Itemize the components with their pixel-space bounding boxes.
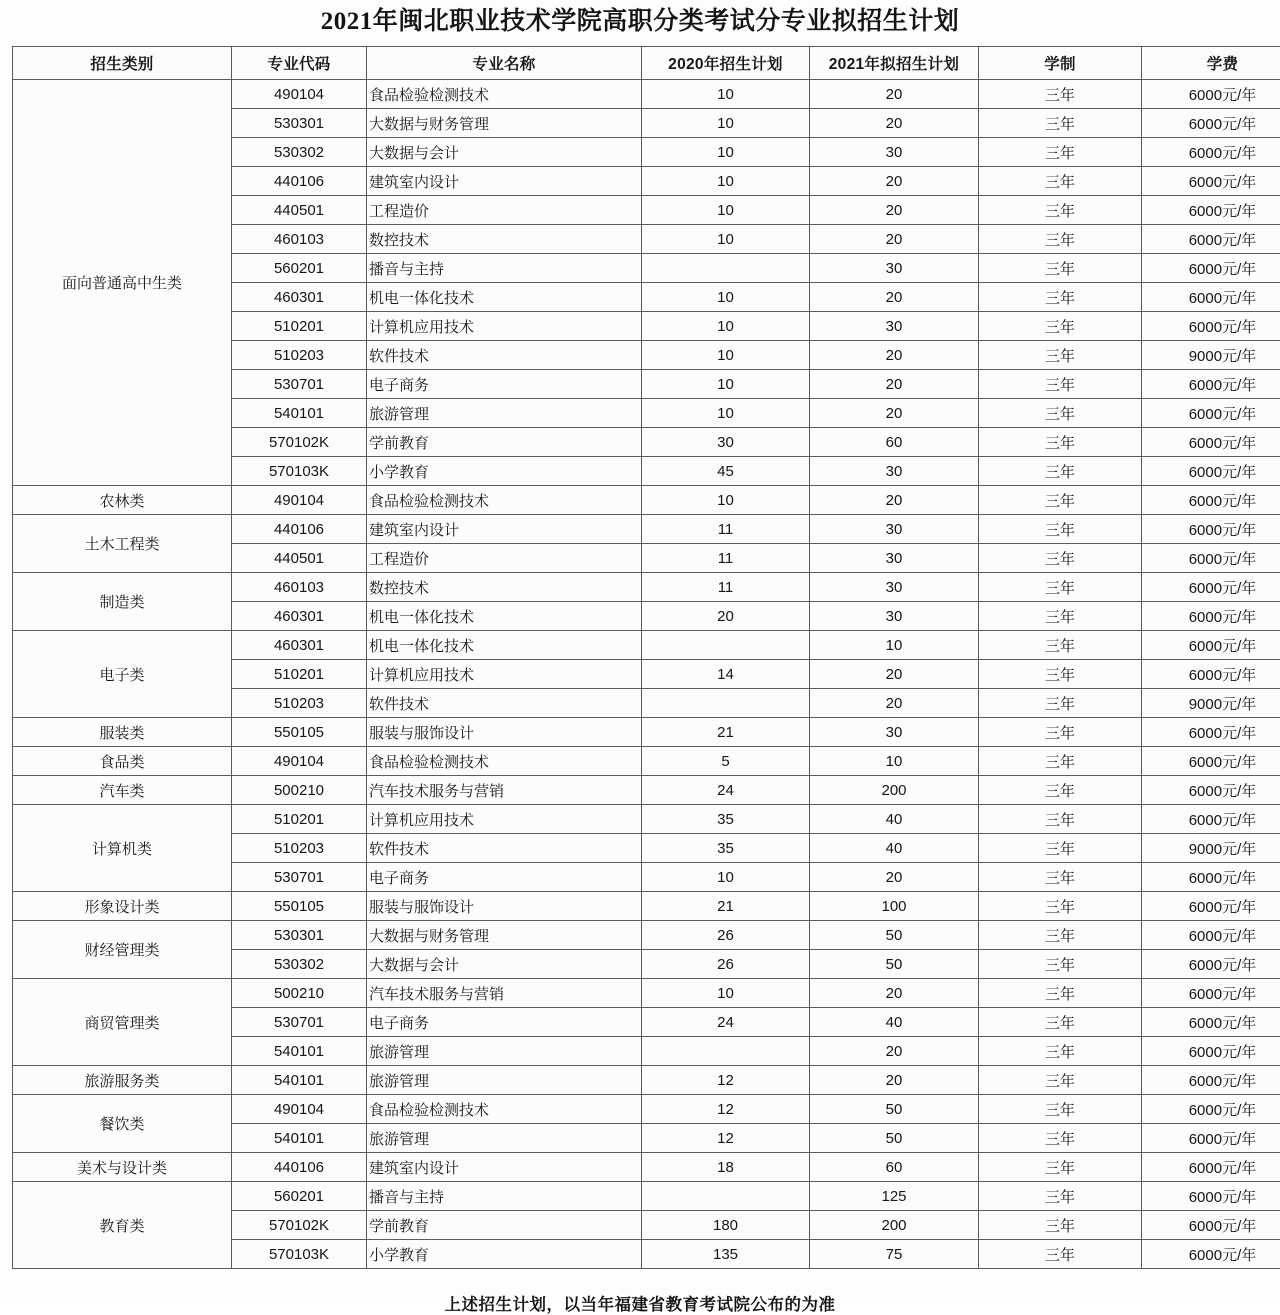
- duration-cell: 三年: [979, 573, 1142, 602]
- plan-2021-cell: 40: [810, 805, 979, 834]
- plan-2021-cell: 20: [810, 196, 979, 225]
- duration-cell: 三年: [979, 950, 1142, 979]
- category-cell: 汽车类: [13, 776, 232, 805]
- tuition-cell: 6000元/年: [1142, 428, 1280, 457]
- category-cell: 财经管理类: [13, 921, 232, 979]
- table-row: [13, 631, 1280, 660]
- tuition-cell: 6000元/年: [1142, 1095, 1280, 1124]
- duration-cell: 三年: [979, 1211, 1142, 1240]
- major-name-cell: 电子商务: [367, 370, 642, 399]
- plan-2020-cell: [642, 1182, 810, 1211]
- major-code-cell: 540101: [232, 1066, 367, 1095]
- plan-2021-cell: 20: [810, 109, 979, 138]
- table-header-row: [13, 47, 1280, 80]
- major-name-cell: 建筑室内设计: [367, 1153, 642, 1182]
- major-code-cell: 540101: [232, 1124, 367, 1153]
- table-row: [13, 1066, 1280, 1095]
- table-row: [13, 776, 1280, 805]
- major-name-cell: 软件技术: [367, 689, 642, 718]
- major-name-cell: 播音与主持: [367, 254, 642, 283]
- duration-cell: 三年: [979, 1095, 1142, 1124]
- major-code-cell: 490104: [232, 80, 367, 109]
- major-code-cell: 490104: [232, 486, 367, 515]
- duration-cell: 三年: [979, 979, 1142, 1008]
- plan-2020-cell: 10: [642, 196, 810, 225]
- major-name-cell: 小学教育: [367, 1240, 642, 1269]
- major-code-cell: 560201: [232, 254, 367, 283]
- tuition-cell: 6000元/年: [1142, 196, 1280, 225]
- table-row: [13, 573, 1280, 602]
- tuition-cell: 9000元/年: [1142, 341, 1280, 370]
- major-code-cell: 530302: [232, 138, 367, 167]
- tuition-cell: 6000元/年: [1142, 1008, 1280, 1037]
- major-code-cell: 530701: [232, 1008, 367, 1037]
- duration-cell: 三年: [979, 1124, 1142, 1153]
- tuition-cell: 6000元/年: [1142, 950, 1280, 979]
- major-code-cell: 550105: [232, 892, 367, 921]
- table-row: [13, 80, 1280, 109]
- category-cell: 食品类: [13, 747, 232, 776]
- major-code-cell: 440501: [232, 544, 367, 573]
- tuition-cell: 6000元/年: [1142, 805, 1280, 834]
- duration-cell: 三年: [979, 109, 1142, 138]
- major-name-cell: 数控技术: [367, 573, 642, 602]
- major-code-cell: 510203: [232, 689, 367, 718]
- table-row: [13, 718, 1280, 747]
- duration-cell: 三年: [979, 602, 1142, 631]
- duration-cell: 三年: [979, 1153, 1142, 1182]
- major-name-cell: 旅游管理: [367, 399, 642, 428]
- tuition-cell: 6000元/年: [1142, 1153, 1280, 1182]
- plan-2020-cell: 26: [642, 950, 810, 979]
- category-cell: 土木工程类: [13, 515, 232, 573]
- duration-cell: 三年: [979, 196, 1142, 225]
- plan-2021-cell: 40: [810, 1008, 979, 1037]
- table-row: [13, 747, 1280, 776]
- category-cell: 农林类: [13, 486, 232, 515]
- plan-2020-cell: [642, 1037, 810, 1066]
- major-name-cell: 小学教育: [367, 457, 642, 486]
- plan-2021-cell: 20: [810, 1066, 979, 1095]
- table-row: [13, 1182, 1280, 1211]
- major-name-cell: 建筑室内设计: [367, 515, 642, 544]
- duration-cell: 三年: [979, 892, 1142, 921]
- duration-cell: 三年: [979, 747, 1142, 776]
- tuition-cell: 6000元/年: [1142, 80, 1280, 109]
- plan-2020-cell: 11: [642, 573, 810, 602]
- tuition-cell: 6000元/年: [1142, 1066, 1280, 1095]
- plan-2021-cell: 30: [810, 312, 979, 341]
- plan-2020-cell: 10: [642, 486, 810, 515]
- major-name-cell: 计算机应用技术: [367, 660, 642, 689]
- category-cell: 计算机类: [13, 805, 232, 892]
- duration-cell: 三年: [979, 283, 1142, 312]
- plan-2020-cell: 12: [642, 1066, 810, 1095]
- duration-cell: 三年: [979, 225, 1142, 254]
- plan-2021-cell: 50: [810, 921, 979, 950]
- duration-cell: 三年: [979, 718, 1142, 747]
- tuition-cell: 6000元/年: [1142, 602, 1280, 631]
- plan-2020-cell: 45: [642, 457, 810, 486]
- plan-2020-cell: 14: [642, 660, 810, 689]
- major-name-cell: 大数据与会计: [367, 138, 642, 167]
- category-cell: 服装类: [13, 718, 232, 747]
- tuition-cell: 6000元/年: [1142, 921, 1280, 950]
- major-code-cell: 570103K: [232, 457, 367, 486]
- tuition-cell: 6000元/年: [1142, 660, 1280, 689]
- tuition-cell: 9000元/年: [1142, 689, 1280, 718]
- major-name-cell: 计算机应用技术: [367, 805, 642, 834]
- major-name-cell: 机电一体化技术: [367, 602, 642, 631]
- major-code-cell: 550105: [232, 718, 367, 747]
- table-header: [13, 47, 1280, 80]
- tuition-cell: 6000元/年: [1142, 1037, 1280, 1066]
- plan-2020-cell: 10: [642, 138, 810, 167]
- plan-2020-cell: 20: [642, 602, 810, 631]
- major-code-cell: 570102K: [232, 1211, 367, 1240]
- tuition-cell: 6000元/年: [1142, 1124, 1280, 1153]
- tuition-cell: 6000元/年: [1142, 457, 1280, 486]
- plan-2020-cell: 10: [642, 225, 810, 254]
- category-cell: 电子类: [13, 631, 232, 718]
- column-header-plan-2021: 2021年拟招生计划: [810, 47, 979, 80]
- plan-2021-cell: 30: [810, 457, 979, 486]
- major-name-cell: 旅游管理: [367, 1124, 642, 1153]
- tuition-cell: 6000元/年: [1142, 225, 1280, 254]
- major-code-cell: 440106: [232, 515, 367, 544]
- plan-2020-cell: [642, 689, 810, 718]
- plan-2020-cell: 10: [642, 167, 810, 196]
- plan-2021-cell: 100: [810, 892, 979, 921]
- plan-2020-cell: 180: [642, 1211, 810, 1240]
- major-name-cell: 食品检验检测技术: [367, 747, 642, 776]
- duration-cell: 三年: [979, 515, 1142, 544]
- tuition-cell: 6000元/年: [1142, 167, 1280, 196]
- tuition-cell: 6000元/年: [1142, 515, 1280, 544]
- table-body: [13, 80, 1280, 1269]
- major-code-cell: 570102K: [232, 428, 367, 457]
- plan-2021-cell: 125: [810, 1182, 979, 1211]
- plan-2021-cell: 30: [810, 602, 979, 631]
- major-name-cell: 播音与主持: [367, 1182, 642, 1211]
- major-name-cell: 食品检验检测技术: [367, 1095, 642, 1124]
- column-header-major-name: 专业名称: [367, 47, 642, 80]
- major-name-cell: 食品检验检测技术: [367, 80, 642, 109]
- tuition-cell: 6000元/年: [1142, 1240, 1280, 1269]
- table-row: [13, 1095, 1280, 1124]
- plan-2021-cell: 20: [810, 979, 979, 1008]
- duration-cell: 三年: [979, 486, 1142, 515]
- duration-cell: 三年: [979, 428, 1142, 457]
- plan-2020-cell: 11: [642, 544, 810, 573]
- plan-2020-cell: 24: [642, 1008, 810, 1037]
- duration-cell: 三年: [979, 776, 1142, 805]
- plan-2020-cell: 10: [642, 80, 810, 109]
- plan-2020-cell: 135: [642, 1240, 810, 1269]
- plan-2020-cell: 30: [642, 428, 810, 457]
- duration-cell: 三年: [979, 1037, 1142, 1066]
- plan-2021-cell: 20: [810, 863, 979, 892]
- major-code-cell: 460103: [232, 225, 367, 254]
- major-name-cell: 学前教育: [367, 428, 642, 457]
- plan-2021-cell: 50: [810, 1124, 979, 1153]
- category-cell: 餐饮类: [13, 1095, 232, 1153]
- column-header-duration: 学制: [979, 47, 1142, 80]
- plan-2021-cell: 20: [810, 341, 979, 370]
- plan-2021-cell: 60: [810, 428, 979, 457]
- table-row: [13, 1153, 1280, 1182]
- duration-cell: 三年: [979, 1240, 1142, 1269]
- plan-2021-cell: 20: [810, 370, 979, 399]
- column-header-plan-2020: 2020年招生计划: [642, 47, 810, 80]
- plan-2021-cell: 30: [810, 544, 979, 573]
- category-cell: 制造类: [13, 573, 232, 631]
- plan-2020-cell: 21: [642, 892, 810, 921]
- column-header-category: 招生类别: [13, 47, 232, 80]
- table-row: [13, 979, 1280, 1008]
- duration-cell: 三年: [979, 1066, 1142, 1095]
- tuition-cell: 6000元/年: [1142, 486, 1280, 515]
- plan-2020-cell: 10: [642, 109, 810, 138]
- major-name-cell: 工程造价: [367, 544, 642, 573]
- duration-cell: 三年: [979, 805, 1142, 834]
- tuition-cell: 6000元/年: [1142, 138, 1280, 167]
- tuition-cell: 9000元/年: [1142, 834, 1280, 863]
- plan-2021-cell: 30: [810, 718, 979, 747]
- tuition-cell: 6000元/年: [1142, 747, 1280, 776]
- major-name-cell: 数控技术: [367, 225, 642, 254]
- plan-2020-cell: [642, 254, 810, 283]
- plan-2021-cell: 50: [810, 1095, 979, 1124]
- major-code-cell: 540101: [232, 1037, 367, 1066]
- major-name-cell: 汽车技术服务与营销: [367, 979, 642, 1008]
- duration-cell: 三年: [979, 167, 1142, 196]
- tuition-cell: 6000元/年: [1142, 573, 1280, 602]
- plan-2021-cell: 20: [810, 486, 979, 515]
- plan-2021-cell: 60: [810, 1153, 979, 1182]
- major-code-cell: 440501: [232, 196, 367, 225]
- plan-2020-cell: 26: [642, 921, 810, 950]
- duration-cell: 三年: [979, 863, 1142, 892]
- major-name-cell: 软件技术: [367, 834, 642, 863]
- major-code-cell: 510203: [232, 341, 367, 370]
- plan-2021-cell: 50: [810, 950, 979, 979]
- plan-2020-cell: 11: [642, 515, 810, 544]
- duration-cell: 三年: [979, 834, 1142, 863]
- plan-2021-cell: 20: [810, 399, 979, 428]
- major-code-cell: 510203: [232, 834, 367, 863]
- tuition-cell: 6000元/年: [1142, 1211, 1280, 1240]
- plan-2020-cell: 10: [642, 979, 810, 1008]
- tuition-cell: 6000元/年: [1142, 312, 1280, 341]
- duration-cell: 三年: [979, 457, 1142, 486]
- major-name-cell: 建筑室内设计: [367, 167, 642, 196]
- duration-cell: 三年: [979, 138, 1142, 167]
- major-name-cell: 大数据与财务管理: [367, 109, 642, 138]
- plan-2020-cell: 21: [642, 718, 810, 747]
- major-name-cell: 大数据与财务管理: [367, 921, 642, 950]
- major-code-cell: 510201: [232, 660, 367, 689]
- plan-2021-cell: 200: [810, 776, 979, 805]
- plan-2021-cell: 20: [810, 225, 979, 254]
- plan-2020-cell: 10: [642, 370, 810, 399]
- plan-2021-cell: 30: [810, 138, 979, 167]
- major-code-cell: 530701: [232, 370, 367, 399]
- plan-2021-cell: 30: [810, 515, 979, 544]
- major-code-cell: 460301: [232, 283, 367, 312]
- tuition-cell: 6000元/年: [1142, 863, 1280, 892]
- plan-2020-cell: 24: [642, 776, 810, 805]
- plan-2020-cell: 35: [642, 805, 810, 834]
- major-code-cell: 510201: [232, 805, 367, 834]
- plan-2021-cell: 20: [810, 660, 979, 689]
- tuition-cell: 6000元/年: [1142, 370, 1280, 399]
- plan-2020-cell: 5: [642, 747, 810, 776]
- tuition-cell: 6000元/年: [1142, 892, 1280, 921]
- major-code-cell: 460103: [232, 573, 367, 602]
- footnote: 上述招生计划，以当年福建省教育考试院公布的为准: [0, 1291, 1280, 1315]
- major-code-cell: 570103K: [232, 1240, 367, 1269]
- plan-2021-cell: 30: [810, 254, 979, 283]
- major-name-cell: 电子商务: [367, 1008, 642, 1037]
- tuition-cell: 6000元/年: [1142, 109, 1280, 138]
- plan-2020-cell: 12: [642, 1124, 810, 1153]
- major-code-cell: 530301: [232, 921, 367, 950]
- major-code-cell: 530701: [232, 863, 367, 892]
- duration-cell: 三年: [979, 631, 1142, 660]
- duration-cell: 三年: [979, 80, 1142, 109]
- major-code-cell: 510201: [232, 312, 367, 341]
- plan-2021-cell: 20: [810, 1037, 979, 1066]
- plan-2020-cell: 10: [642, 399, 810, 428]
- tuition-cell: 6000元/年: [1142, 979, 1280, 1008]
- major-name-cell: 旅游管理: [367, 1037, 642, 1066]
- tuition-cell: 6000元/年: [1142, 544, 1280, 573]
- plan-2021-cell: 75: [810, 1240, 979, 1269]
- duration-cell: 三年: [979, 399, 1142, 428]
- plan-2020-cell: 18: [642, 1153, 810, 1182]
- category-cell: 面向普通高中生类: [13, 80, 232, 486]
- major-name-cell: 大数据与会计: [367, 950, 642, 979]
- plan-2021-cell: 20: [810, 167, 979, 196]
- duration-cell: 三年: [979, 660, 1142, 689]
- duration-cell: 三年: [979, 341, 1142, 370]
- table-row: [13, 515, 1280, 544]
- major-code-cell: 460301: [232, 631, 367, 660]
- column-header-tuition: 学费: [1142, 47, 1280, 80]
- column-header-major-code: 专业代码: [232, 47, 367, 80]
- plan-2020-cell: 35: [642, 834, 810, 863]
- duration-cell: 三年: [979, 370, 1142, 399]
- major-name-cell: 汽车技术服务与营销: [367, 776, 642, 805]
- plan-2021-cell: 20: [810, 80, 979, 109]
- tuition-cell: 6000元/年: [1142, 718, 1280, 747]
- major-name-cell: 软件技术: [367, 341, 642, 370]
- major-name-cell: 服装与服饰设计: [367, 718, 642, 747]
- plan-2020-cell: 10: [642, 863, 810, 892]
- category-cell: 教育类: [13, 1182, 232, 1269]
- major-name-cell: 服装与服饰设计: [367, 892, 642, 921]
- major-code-cell: 490104: [232, 747, 367, 776]
- major-code-cell: 530302: [232, 950, 367, 979]
- table-row: [13, 892, 1280, 921]
- major-name-cell: 机电一体化技术: [367, 283, 642, 312]
- tuition-cell: 6000元/年: [1142, 1182, 1280, 1211]
- major-code-cell: 500210: [232, 979, 367, 1008]
- major-code-cell: 440106: [232, 167, 367, 196]
- major-name-cell: 计算机应用技术: [367, 312, 642, 341]
- page-title: 2021年闽北职业技术学院高职分类考试分专业拟招生计划: [0, 0, 1280, 46]
- duration-cell: 三年: [979, 1182, 1142, 1211]
- duration-cell: 三年: [979, 1008, 1142, 1037]
- major-code-cell: 500210: [232, 776, 367, 805]
- major-name-cell: 学前教育: [367, 1211, 642, 1240]
- duration-cell: 三年: [979, 689, 1142, 718]
- category-cell: 美术与设计类: [13, 1153, 232, 1182]
- major-code-cell: 530301: [232, 109, 367, 138]
- plan-2020-cell: [642, 631, 810, 660]
- major-name-cell: 电子商务: [367, 863, 642, 892]
- major-name-cell: 工程造价: [367, 196, 642, 225]
- tuition-cell: 6000元/年: [1142, 283, 1280, 312]
- category-cell: 形象设计类: [13, 892, 232, 921]
- tuition-cell: 6000元/年: [1142, 254, 1280, 283]
- plan-2021-cell: 40: [810, 834, 979, 863]
- major-name-cell: 机电一体化技术: [367, 631, 642, 660]
- table-row: [13, 805, 1280, 834]
- plan-2020-cell: 10: [642, 283, 810, 312]
- duration-cell: 三年: [979, 254, 1142, 283]
- plan-2020-cell: 10: [642, 341, 810, 370]
- table-row: [13, 921, 1280, 950]
- major-name-cell: 旅游管理: [367, 1066, 642, 1095]
- tuition-cell: 6000元/年: [1142, 631, 1280, 660]
- plan-2020-cell: 12: [642, 1095, 810, 1124]
- major-code-cell: 490104: [232, 1095, 367, 1124]
- plan-2021-cell: 20: [810, 689, 979, 718]
- duration-cell: 三年: [979, 312, 1142, 341]
- category-cell: 旅游服务类: [13, 1066, 232, 1095]
- table-row: [13, 486, 1280, 515]
- plan-2021-cell: 30: [810, 573, 979, 602]
- admission-plan-table: [12, 46, 1280, 1269]
- category-cell: 商贸管理类: [13, 979, 232, 1066]
- plan-2021-cell: 10: [810, 747, 979, 776]
- major-code-cell: 540101: [232, 399, 367, 428]
- tuition-cell: 6000元/年: [1142, 776, 1280, 805]
- tuition-cell: 6000元/年: [1142, 399, 1280, 428]
- major-code-cell: 560201: [232, 1182, 367, 1211]
- major-code-cell: 440106: [232, 1153, 367, 1182]
- major-name-cell: 食品检验检测技术: [367, 486, 642, 515]
- plan-2020-cell: 10: [642, 312, 810, 341]
- plan-2021-cell: 200: [810, 1211, 979, 1240]
- plan-2021-cell: 20: [810, 283, 979, 312]
- major-code-cell: 460301: [232, 602, 367, 631]
- plan-2021-cell: 10: [810, 631, 979, 660]
- duration-cell: 三年: [979, 921, 1142, 950]
- duration-cell: 三年: [979, 544, 1142, 573]
